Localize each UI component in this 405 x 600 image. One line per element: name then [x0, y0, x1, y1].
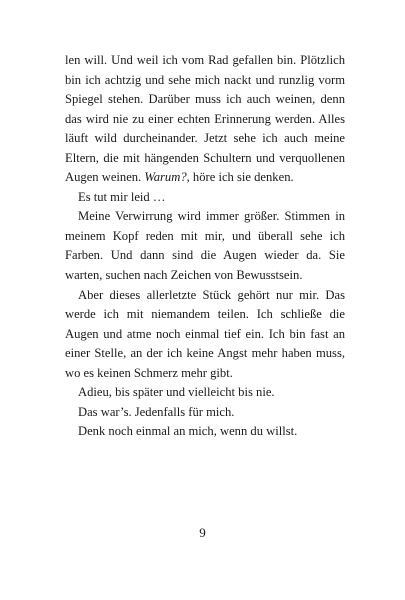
paragraph: Aber dieses allerletzte Stück gehört nur mir. Das werde ich mit niemandem teilen. Ich schließe die Augen und atme noch einmal tief ein. Ich bin fast an einer Stelle, an der ich keine Angst mehr haben muss, wo es keinen Schmerz mehr gibt. — [65, 287, 345, 380]
page-number: 9 — [199, 525, 206, 540]
body-text — [65, 51, 345, 442]
paragraph: Es tut mir leid … — [78, 189, 166, 204]
text-span: , höre ich sie denken. — [186, 170, 294, 185]
emphasized-text: Warum? — [144, 170, 187, 185]
paragraph: Adieu, bis später und vielleicht bis nie. — [78, 385, 275, 400]
paragraph: Meine Verwirrung wird immer größer. Stimmen in meinem Kopf reden mit mir, und überall sehe ich Farben. Und dann sind die Augen wieder da. Sie warten, suchen nach Zeichen von Bewusstsein. — [65, 209, 345, 283]
paragraph: Denk noch einmal an mich, wenn du willst. — [78, 424, 298, 439]
paragraph: Das war’s. Jedenfalls für mich. — [78, 404, 235, 419]
text-span: len will. Und weil ich vom Rad gefallen bin. Plötzlich bin ich achtzig und sehe mich nackt und runzlig vorm Spiegel stehen. Darüber muss ich auch weinen, denn das wird nie zu einer echten Erinnerung werden. Alles läuft wild durcheinander. Jetzt sehe ich auch meine Eltern, die mit hängenden Schultern und verquollenen Augen weinen. — [65, 53, 345, 185]
paragraph — [65, 51, 345, 188]
